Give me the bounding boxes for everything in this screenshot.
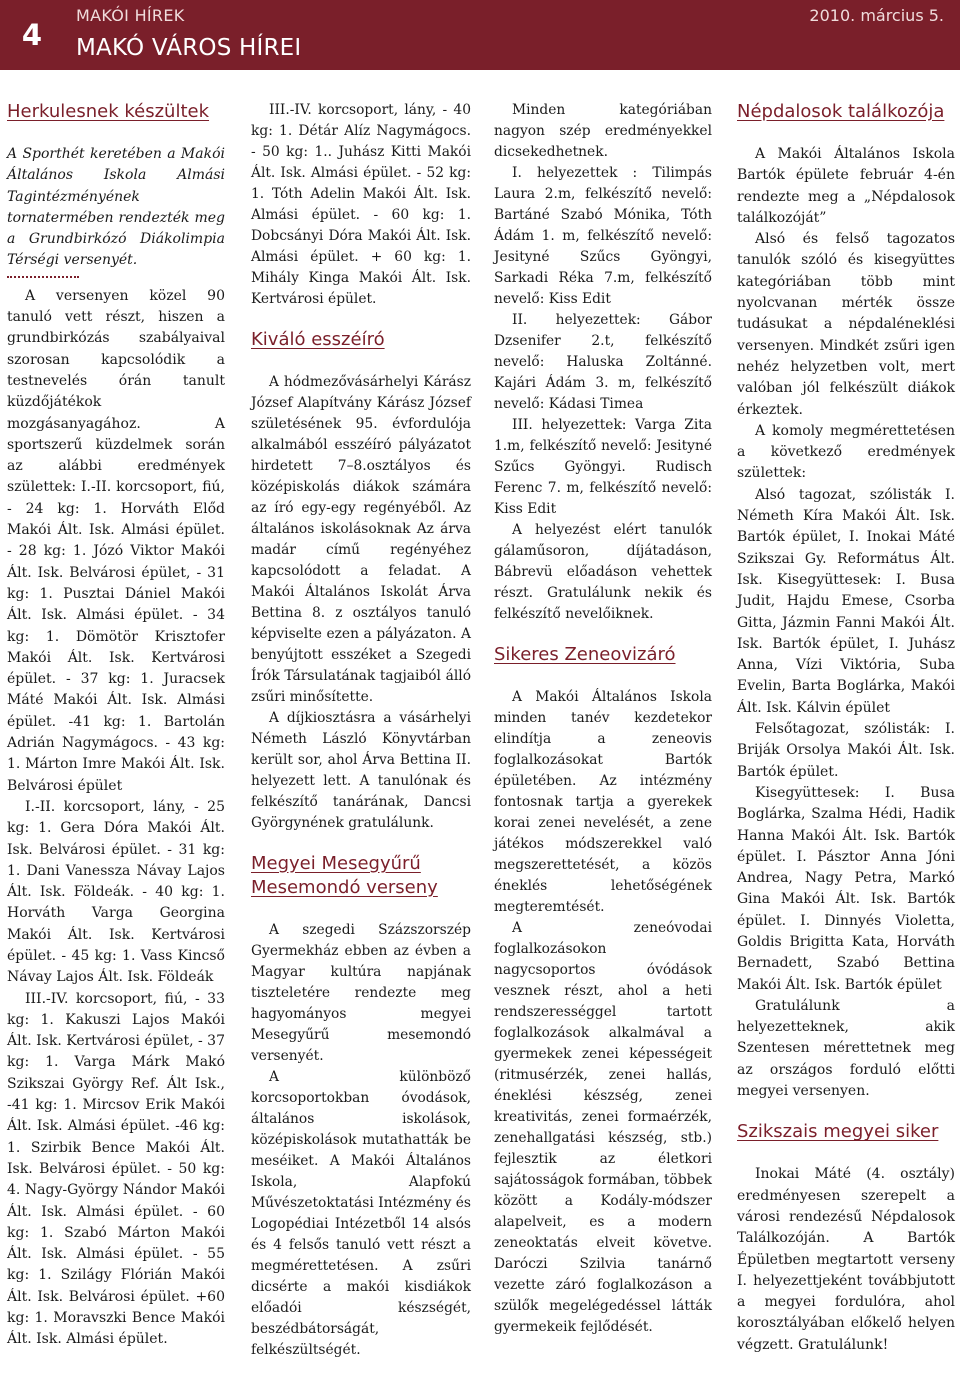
page-header xyxy=(0,0,960,78)
article-title-herkules: Herkulesnek készültek xyxy=(7,101,210,122)
article-body: Kisegyüttesek: I. Busa Boglárka, Szalma Hédi, Hadik Hanna Makói Ált. Isk. Bartók épület. I. Pásztor Anna Jóni Andrea, Nagy Petra, Markó Gina Makói Ált. Isk. Bartók épület. I. Dinnyés Violetta, Goldis Brigitta Kata, Horváth Bernadett, Szabó Bettina Makói Ált. Isk. Bartók épület xyxy=(737,784,955,993)
article-body: III.-IV. korcsoport, fiú, - 33 kg: 1. Kakuszi Lajos Makói Ált. Isk. Kertvárosi épület, - 37 kg: 1. Varga Márk Makó Szikszai György Ref. Ált Isk., -41 kg: 1. Mircsov Erik Makói Ált. Isk. Almási épület. -46 kg: 1. Szirbik Bence Makói Ált. Isk. Belvárosi épület. - 50 kg: 4. Nagy-György Nándor Makói Ált. Isk. Almási épület. - 60 kg: 1. Szabó Márton Makói Ált. Isk. Almási épület. - 55 kg: 1. Szilágy Flórián Makói Ált. Isk. Belvárosi épület. +60 kg: 1. Moravszki Bence Makói Ált. Isk. Almási épület. xyxy=(7,990,225,1348)
dotted-divider xyxy=(7,276,79,278)
article-body: A komoly megmérettetésen a következő eredmények születtek: xyxy=(737,422,955,482)
article-body: Gratulálunk a helyezetteknek, akik Szentesen mérettetnek meg az országos forduló előtti megyei versenyen. xyxy=(737,997,955,1100)
article-title-sziksz: Szikszais megyei siker xyxy=(737,1121,939,1143)
article-body: Minden kategóriában nagyon szép eredményekkel dicsekedhetnek. xyxy=(494,102,712,160)
article-body: A hódmezővásárhelyi Kárász József Alapítvány Kárász József születésének 95. évfordulója alkalmából esszéíró pályázatot hirdetett 7–8.osztályos és középiskolás diákok számára az író egy-egy regényéből. Az általános iskolásoknak Az árva madár című regényéhez kapcsolódott a feladat. A Makói Általános Iskolát Árva Bettina 8. z osztályos tanuló képviselte ezen a pályázaton. A benyújtott esszéket a Szegedi Írók Társulatának tagjaiból álló zsűri minősítette. xyxy=(251,374,471,705)
article-body: A helyezést elért tanulók gálaműsoron, díjátadáson, Bábrevü előadáson vehettek részt. Gratulálunk nekik és felkészítő nevelőiknek. xyxy=(494,522,712,622)
article-body: A Makói Általános Iskola Bartók épülete február 4-én rendezte meg a „Népdalosok találkozóját” xyxy=(737,146,955,226)
title-line-1: Megyei Mesegyűrű xyxy=(251,853,421,874)
column-4 xyxy=(737,100,955,1356)
article-body: Inokai Máté (4. osztály) eredményesen szerepelt a városi rendezésű Népdalosok Találkozóján. A Bartók Épületben megtartott verseny I. helyezettjeként továbbjutott a megyei fordulóra, ahol korosztályában előkelő helyen végzett. Gratulálunk! xyxy=(737,1166,955,1353)
article-body: III. helyezettek: Varga Zita 1.m, felkészítő nevelő: Jesityné Szűcs Gyöngyi. Rudisch Ferenc 7. m, felkészítő nevelő: Kiss Edit xyxy=(494,417,712,517)
column-3 xyxy=(494,100,712,1338)
article-body: III.-IV. korcsoport, lány, - 40 kg: 1. Détár Alíz Nagymágocs. - 50 kg: 1.. Juhász Kitti Makói Ált. Isk. Almási épület. - 52 kg: 1. Tóth Adelin Makói Ált. Isk. Almási épület. - 60 kg: 1. Dobcsányi Dóra Makói Ált. Isk. Almási épület. + 60 kg: 1. Mihály Kinga Makói Ált. Isk. Kertvárosi épület. xyxy=(251,102,471,307)
article-body: A különböző korcsoportokban óvodások, általános iskolások, középiskolások mutathatták be meséiket. A Makói Általános Iskola, Alapfokú Művészetoktatási Intézmény és Logopédiai Intézetből 14 alsós és 4 felsős tanuló vett részt a megmérettetésen. A zsűri dicsérte a makói kisdiákok előadói készségét, beszédbátorságát, felkészültségét. xyxy=(251,1069,471,1358)
article-lead-herkules: A Sporthét keretében a Makói Általános Iskola Almási Tagintézményének tornatermében rendezték meg a Grundbirkózó Diákolimpia Térségi versenyét. xyxy=(7,146,225,269)
article-body: Felsőtagozat, szólisták: I. Briják Orsolya Makói Ált. Isk. Bartók épület. xyxy=(737,721,955,780)
article-body: I.-II. korcsoport, lány, - 25 kg: 1. Gera Dóra Makói Ált. Isk. Belvárosi épület. - 31 kg: 1. Dani Vanessza Návay Lajos Ált. Isk. Földeák. - 40 kg: 1. Horváth Varga Georgina Makói Ált. Isk. Kertvárosi épület. - 45 kg: 1. Vass Kincső Návay Lajos Ált. Isk. Földeák xyxy=(7,798,225,986)
page-number: 4 xyxy=(0,0,64,70)
article-body: A versenyen közel 90 tanuló vett részt, hiszen a grundbirkózás szabályaival szorosan kapcsolódik a testnevelés órán tanult küzdőjátékok mozgásanyagához. A sportszerű küzdelmek során az alábbi eredmények születtek: I.-II. korcsoport, fiú, - 24 kg: 1. Horváth Előd Makói Ált. Isk. Almási épület. - 28 kg: 1. Józó Viktor Makói Ált. Isk. Belvárosi épület, - 31 kg: 1. Pusztai Dániel Makói Ált. Isk. Almási épület. - 34 kg: 1. Dömötör Krisztofer Makói Ált. Isk. Kertvárosi épület. - 37 kg: 1. Juracsek Máté Makói Ált. Isk. Almási épület. -41 kg: 1. Bartolán Adrián Nagymágocs. - 43 kg: 1. Márton Imre Makói Ált. Isk. Belvárosi épület xyxy=(7,287,225,794)
article-body: II. helyezettek: Gábor Dzsenifer 2.t, felkészítő nevelő: Haluska Zoltánné. Kajári Ádám 3. m, felkészítő nevelő: Kádasi Timea xyxy=(494,312,712,412)
column-2 xyxy=(251,100,471,1361)
article-body: Alsó tagozat, szólisták I. Németh Kíra Makói Ált. Isk. Bartók épület, I. Inokai Máté Szikszai Gy. Református Ált. Isk. Kisegyüttesek: I. Busa Judit, Hajdu Emese, Csorba Gitta, Jázmin Fanni Makói Ált. Isk. Bartók épület, I. Juhász Anna, Vízi Viktória, Suba Evelin, Barta Boglárka, Makói Ált. Isk. Kálvin épület xyxy=(737,486,955,716)
article-body: A zeneóvodai foglalkozásokon nagycsoportos óvódások vesznek részt, ahol a heti rendszerességgel tartott foglalkozások alkalmával a gyermekek zenei képességeit (ritmusérzék, zenei hallás, éneklési készség, zenei kreativitás, zenei formaérzék, zenehallgatási készség, stb.) fejlesztik az életkori sajátosságok formában, többek között a Kodály-módszer alapelveit, es a modern zeneoktatás elveit követve. Daróczi Szilvia tanárnő vezette záró foglalkozáson a szülők megelégedéssel látták gyermekeik fejlődését. xyxy=(494,920,713,1335)
article-body: I. helyezettek : Tilimpás Laura 2.m, felkészítő nevelő: Bartáné Szabó Mónika, Tóth Ádám 1. m, felkészítő nevelő: Jesityné Szűcs Gyöngyi, Sarkadi Réka 7.m, felkészítő nevelő: Kiss Edit xyxy=(494,165,712,307)
article-title-essze: Kiváló esszéíró xyxy=(251,329,385,350)
article-title-nepdal: Népdalosok találkozója xyxy=(737,101,945,122)
article-body: A díjkiosztásra a vásárhelyi Németh László Könyvtárban került sor, ahol Árva Bettina II. helyezett lett. A tanulónak és felkészítő tanárának, Dancsi Györgynének gratulálunk. xyxy=(251,710,471,831)
title-line-2: Mesemondó verseny xyxy=(251,877,438,898)
article-title-mese xyxy=(251,852,471,900)
article-title-zene: Sikeres Zeneovizáró xyxy=(494,644,676,665)
section-title: MAKÓ VÁROS HÍREI xyxy=(76,35,302,61)
column-1 xyxy=(7,100,225,1351)
article-body: A szegedi Százszorszép Gyermekház ebben az évben a Magyar kultúra napjának tiszteletére rendezte meg hagyományos megyei Mesegyűrű mesemondó versenyét. xyxy=(251,922,471,1064)
section-label: MAKÓI HÍREK xyxy=(76,6,185,25)
article-body: A Makói Általános Iskola minden tanév kezdetekor elindítja a zeneovis foglalkozásokat Bartók épületében. Az intézmény fontosnak tartja a gyerekek korai zenei nevelését, a zene játékos módszerekkel való megszerettetését, a közös éneklés lehetőségének megteremtését. xyxy=(494,689,712,915)
article-body: Alsó és felső tagozatos tanulók szóló és kisegyüttes kategóriában több mint nyolcvanan mérték össze tudásukat a népdaléneklési versenyen. Mindkét zsűri igen nehéz helyzetben volt, mert valóban jól felkészült diákok érkeztek. xyxy=(737,231,955,418)
issue-date: 2010. március 5. xyxy=(809,6,944,25)
